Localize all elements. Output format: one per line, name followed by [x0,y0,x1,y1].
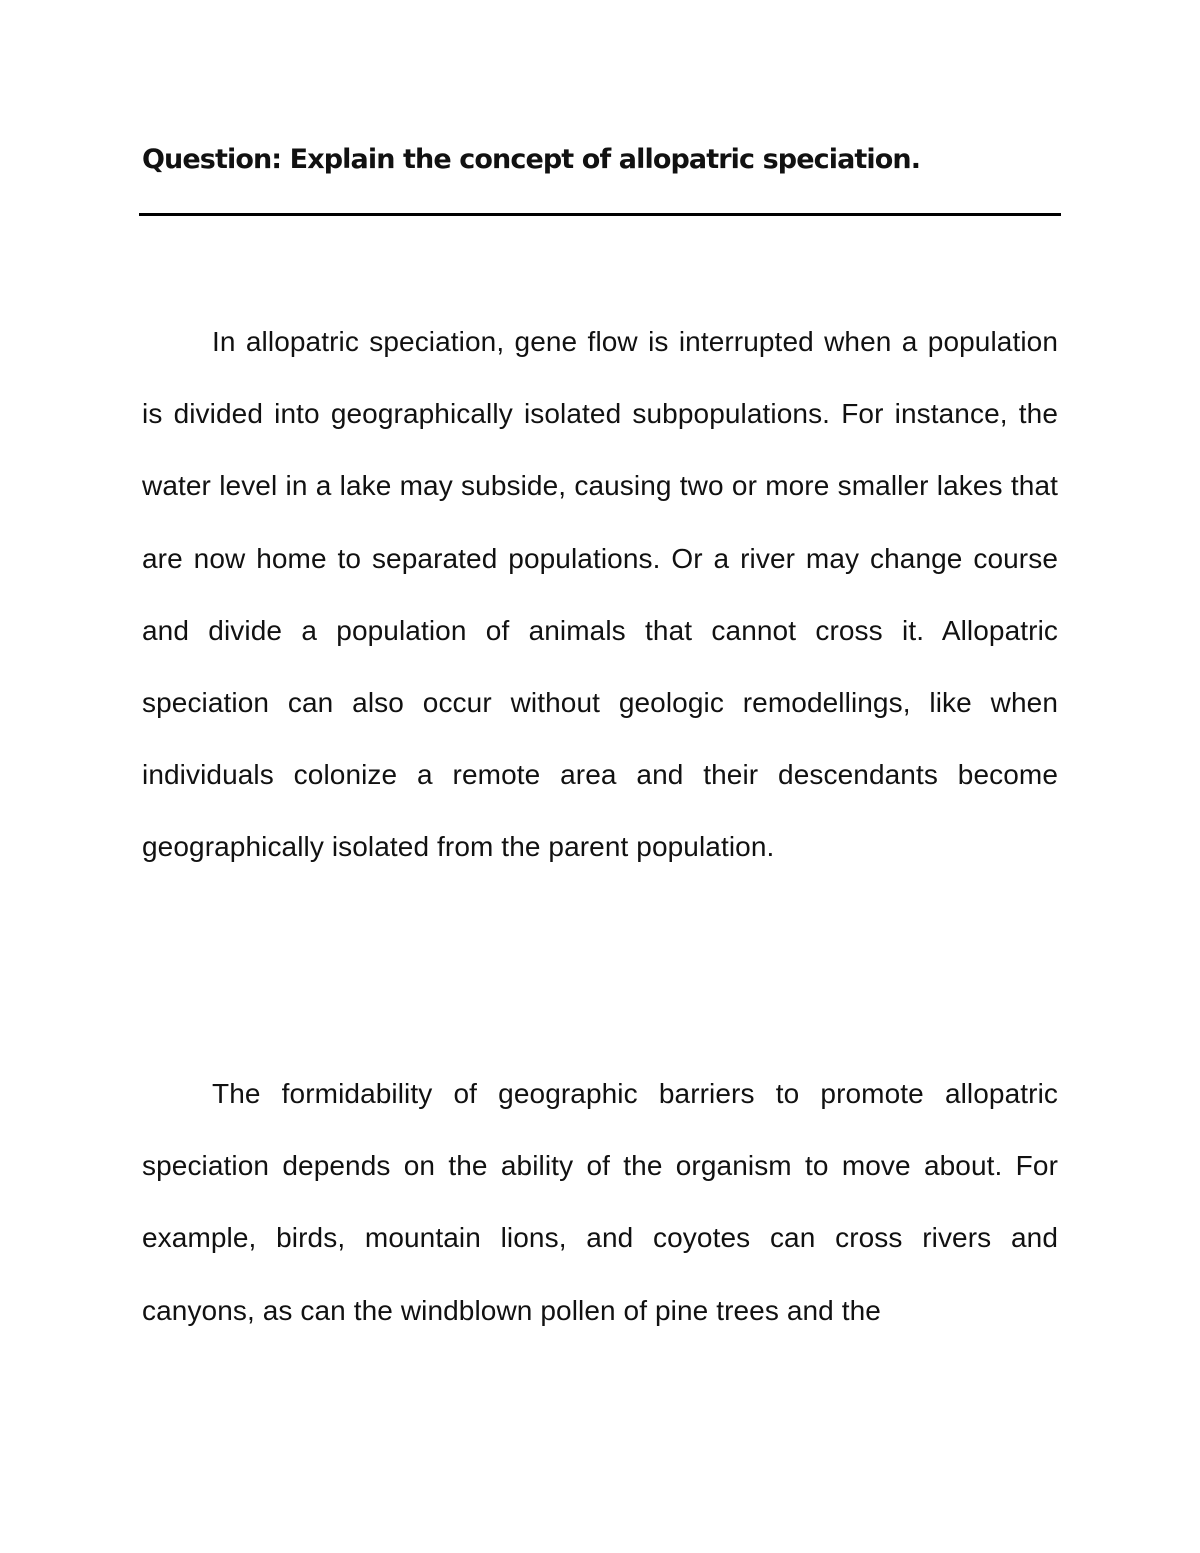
heading-divider [139,213,1061,216]
answer-paragraph-1: In allopatric speciation, gene flow is interrupted when a population is divided into geographically isolated subpopulations. For instance, the water level in a lake may subside, causing two or more smaller lakes that are now home to separated populations. Or a river may change course and divide a population of animals that cannot cross it. Allopatric speciation can also occur without geologic remodellings, like when individuals colonize a remote area and their descendants become geographically isolated from the parent population. [142,326,1058,863]
question-heading: Question: Explain the concept of allopatric speciation. [142,144,921,175]
answer-paragraph-2: The formidability of geographic barriers to promote allopatric speciation depends on the ability of the organism to move about. For example, birds, mountain lions, and coyotes can cross rivers and canyons, as can the windblown pollen of pine trees and the [142,1078,1058,1326]
